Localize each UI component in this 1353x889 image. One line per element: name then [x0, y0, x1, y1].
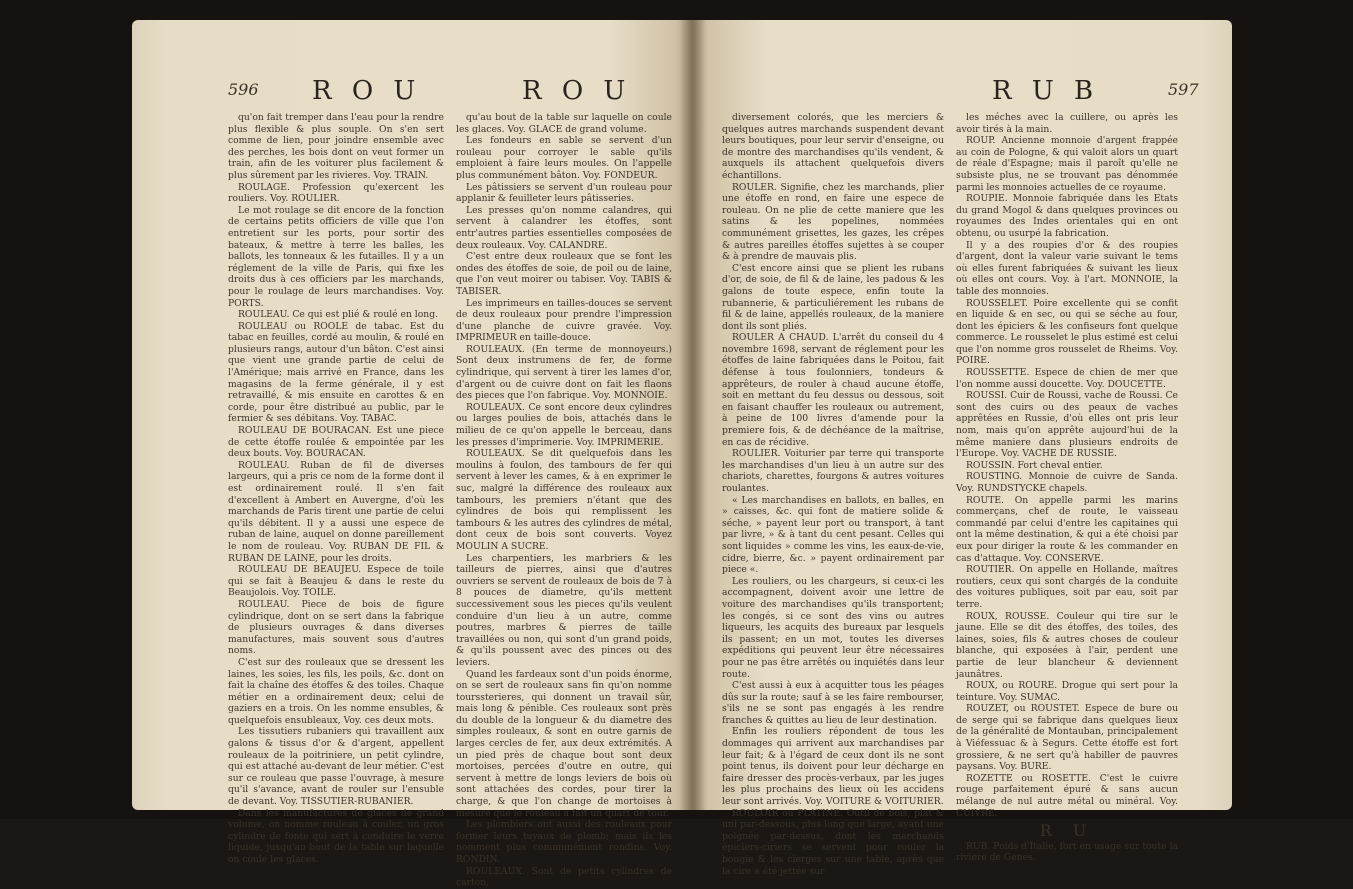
dictionary-entry: Les tissutiers rubaniers qui travaillent aux galons & tissus d'or & d'argent, appellent rouleaux de la poitriniere, un petit cylindre, qui est attaché au-devant de leur métier. C'est sur ce rouleau que passe l'ouvrage, à mesure qu'il s'avance, avant de rouler sur l'ensuble de devant. Voy. TISSUTIER-RUBANIER.	[228, 726, 444, 808]
dictionary-entry: ROULOIR ou PLATINE. Outil de bois, plat & uni par-dessous, plus long que large, ayant une poignée par-dessus, dont les marchands épiciers-ciriers se servent pour rouler la bougie & les cierges sur une table, après que la cire a été jettée sur	[722, 807, 944, 877]
dictionary-entry: qu'on fait tremper dans l'eau pour la rendre plus flexible & plus souple. On s'en sert comme de lien, pour joindre ensemble avec des perches, les bois dont on veut former un train, afin de les voiturer plus facilement & plus sûrement par les rivieres. Voy. TRAIN.	[228, 112, 444, 181]
dictionary-entry: ROUTIER. On appelle en Hollande, maîtres routiers, ceux qui sont chargés de la conduite des voitures publiques, soit par eau, soit par terre.	[956, 564, 1178, 610]
dictionary-entry: ROUPIE. Monnoie fabriquée dans les Etats du grand Mogol & dans quelques provinces ou royaumes des Indes orientales qui en ont obtenu, ou usurpé la fabrication.	[956, 193, 1178, 239]
dictionary-entry: ROUX, ou ROURE. Drogue qui sert pour la teinture. Voy. SUMAC.	[956, 680, 1178, 703]
dictionary-entry: ROULIER. Voiturier par terre qui transporte les marchandises d'un lieu à un autre sur des chariots, charettes, fourgons & autres voitures roulantes.	[722, 448, 944, 494]
dictionary-entry: ROUSSIN. Fort cheval entier.	[966, 459, 1103, 471]
right-column-1	[722, 112, 944, 877]
left-running-head-1: R O U	[312, 76, 422, 106]
dictionary-entry: Les charpentiers, les marbriers & les tailleurs de pierres, ainsi que d'autres ouvriers se servent de rouleaux de bois de 7 à 8 pouces de diametre, qu'ils mettent successivement sous les pieces qu'ils veulent conduire d'un lieu à un autre, comme poutres, marbres & pierres de taille travaillées ou non, qui sont d'un grand poids, & qu'ils poussent avec des pinces ou des leviers.	[456, 552, 672, 668]
dictionary-entry: ROULEAU DE BOURACAN. Est une piece de cette étoffe roulée & empointée par les deux bouts. Voy. BOURACAN.	[228, 425, 444, 460]
left-column-1	[228, 112, 444, 865]
dictionary-entry: ROULEAUX. Ce sont encore deux cylindres ou larges poulies de bois, attachés dans le milieu de ce qu'on appelle le berceau, dans les presses d'imprimerie. Voy. IMPRIMERIE.	[456, 401, 672, 448]
dictionary-entry: ROUTE. On appelle parmi les marins commerçans, chef de route, le vaisseau commandé par celui d'entre les capitaines qui ont la même destination, & qui a été choisi par eux pour diriger la route & les commander en cas d'attaque. Voy. CONSERVE.	[956, 494, 1178, 564]
dictionary-entry: diversement colorés, que les merciers & quelques autres marchands suspendent devant leurs boutiques, pour leur servir d'enseigne, ou de montre des marchandises qu'ils vendent, & auxquels ils attachent quelquefois divers échantillons.	[722, 112, 944, 181]
dictionary-entry: ROUZET, ou ROUSTET. Espece de bure ou de serge qui se fabrique dans quelques lieux de la généralité de Montauban, principalement à Viéfessuac & à Segurs. Cette étoffe est fort grossiere, & ne sert qu'à habiller de pauvres paysans. Voy. BURE.	[956, 703, 1178, 773]
dictionary-entry: Quand les fardeaux sont d'un poids énorme, on se sert de rouleaux sans fin qu'on nomme tourssterieres, qui donnent un travail sûr, mais long & pénible. Ces rouleaux sont près du double de la longueur & du diametre des simples rouleaux, & sont en outre garnis de larges cercles de fer, aux deux extrémités. A un pied près de chaque bout sont deux mortoises, percées d'outre en outre, qui servent à mettre de longs leviers de bois où sont attachées des cordes, pour tirer la charge, & que l'on change de mortoises à mesure que le rouleau a fait un quart de tour.	[456, 668, 672, 819]
dictionary-entry: ROULEAUX. (En terme de monnoyeurs.) Sont deux instrumens de fer, de forme cylindrique, qui servent à tirer les lames d'or, d'argent ou de cuivre dont on fait les flaons des pieces que l'on fabrique. Voy. MONNOIE.	[456, 343, 672, 402]
dictionary-entry: ROULEAU. Ruban de fil de diverses largeurs, qui a pris ce nom de la forme dont il est ordinairement roulé. Il s'en fait d'excellent à Ambert en Auvergne, d'où les marchands de Paris tirent une partie de celui qu'ils débitent. Il y a aussi une espece de ruban de laine, auquel on donne pareillement le nom de rouleau. Voy. RUBAN DE FIL & RUBAN DE LAINE, pour les droits.	[228, 459, 444, 564]
dictionary-entry: Les presses qu'on nomme calandres, qui servent à calandrer les étoffes, sont entr'autres parties essentielles composées de deux rouleaux. Voy. CALANDRE.	[456, 204, 672, 251]
dictionary-entry: Les plombiers ont aussi des rouleaux pour former leurs tuyaux de plomb; mais ils les nomment plus communément rondins. Voy. RONDIN.	[456, 819, 672, 865]
left-column-2	[456, 112, 672, 889]
dictionary-entry: ROULEAU. Ce qui est plié & roulé en long.	[238, 309, 438, 321]
dictionary-entry: ROULEAU ou ROOLE de tabac. Est du tabac en feuilles, cordé au moulin, & roulé en plusieurs rangs, autour d'un bâton. C'est ainsi que vient une grande partie de celui de l'Amérique; mais arrivé en France, dans les magasins de la ferme générale, il y est retravaillé, & mis ensuite en carottes & en corde, pour être distribué au public, par le fermier & ses débitans. Voy. TABAC.	[228, 320, 444, 425]
book-gutter	[680, 20, 706, 810]
dictionary-entry: C'est encore ainsi que se plient les rubans d'or, de soie, de fil & de laine, les padous & les galons de toute espece, enfin toute la rubannerie, & particuliérement les rubans de fil & de laine, appellés rouleaux, de la maniere dont ils sont pliés.	[722, 262, 944, 332]
right-page-number: 597	[1168, 80, 1199, 99]
dictionary-entry: ROUSSI. Cuir de Roussi, vache de Roussi. Ce sont des cuirs ou des peaux de vaches apprêtées en Russie, d'où elles ont pris leur nom, mais qu'on apprête aujourd'hui de la même maniere dans plusieurs endroits de l'Europe. Voy. VACHE DE RUSSIE.	[956, 390, 1178, 460]
dictionary-entry: Le mot roulage se dit encore de la fonction de certains petits officiers de ville que l'on entretient sur les ports, pour sortir des bateaux, & mettre à terre les balles, les ballots, les tonneaux & les futailles. Il y a un réglement de la ville de Paris, qui fixe les droits dus à ces officiers par les marchands, pour le roulage de leurs marchandises. Voy. PORTS.	[228, 204, 444, 309]
right-page	[692, 20, 1232, 877]
dictionary-entry: C'est aussi à eux à acquitter tous les péages dûs sur la route; sauf à se les faire rembourser, s'ils ne se sont pas engagés à les rendre franches & quittes au lieu de leur destination.	[722, 680, 944, 726]
dictionary-entry: « Les marchandises en ballots, en balles, en » caisses, &c. qui font de matiere solide & séche, » payent leur port ou transport, à tant par livre, » & à tant du cent pesant. Celles qui sont liquides » comme les vins, les eaux-de-vie, cidre, bierre, &c. » payent ordinairement par piece «.	[722, 494, 944, 576]
dictionary-entry: ROULEAU DE BEAUJEU. Espece de toile qui se fait à Beaujeu & dans le reste du Beaujolois. Voy. TOILE.	[228, 564, 444, 599]
dictionary-entry: Les fondeurs en sable se servent d'un rouleau pour corroyer le sable qu'ils emploient à faire leurs moules. On l'appelle plus communément bâton. Voy. FONDEUR.	[456, 135, 672, 181]
section-heading: R U	[1039, 821, 1095, 841]
dictionary-entry: ROUSSETTE. Espece de chien de mer que l'on nomme aussi doucette. Voy. DOUCETTE.	[956, 367, 1178, 390]
dictionary-entry: Les imprimeurs en tailles-douces se servent de deux rouleaux pour prendre l'impression d'une planche de cuivre gravée. Voy. IMPRIMEUR en taille-douce.	[456, 297, 672, 344]
dictionary-entry: ROUSSELET. Poire excellente qui se confit en liquide & en sec, ou qui se séche au four, dont les épiciers & les confiseurs font quelque commerce. Le rousselet le plus estimé est celui que l'on nomme gros rousselet de Rheims. Voy. POIRE.	[956, 297, 1178, 367]
dictionary-entry: les méches avec la cuillere, ou après les avoir tirés à la main.	[956, 112, 1178, 135]
dictionary-entry: C'est sur des rouleaux que se dressent les laines, les soies, les fils, les poils, &c. dont on fait la chaîne des étoffes & des toiles. Chaque métier en a ordinairement deux; celui de gaziers en a trois. On les nomme ensubles, & quelquefois ensubleaux, Voy. ces deux mots.	[228, 656, 444, 726]
left-page	[132, 20, 692, 889]
dictionary-entry: ROULAGE. Profession qu'exercent les rouliers. Voy. ROULIER.	[228, 181, 444, 205]
dictionary-entry: ROUX, ROUSSE. Couleur qui tire sur le jaune. Elle se dit des étoffes, des toiles, des laines, soies, fils & autres choses de couleur blanche, qui exposées à l'air, perdent une partie de leur blancheur & deviennent jaunâtres.	[956, 610, 1178, 680]
right-page-header	[692, 76, 1232, 116]
dictionary-entry: ROUSTING. Monnoie de cuivre de Sanda. Voy. RUNDSTYCKE chapels.	[956, 471, 1178, 494]
dictionary-entry: RUB. Poids d'Italie, fort en usage sur toute la riviere de Genes.	[956, 840, 1178, 864]
dictionary-entry: Les pâtissiers se servent d'un rouleau pour applanir & feuilleter leurs pâtisseries.	[456, 181, 672, 205]
dictionary-entry: ROULER. Signifie, chez les marchands, plier une étoffe en rond, en faire une espece de rouleau. On ne plie de cette maniere que les satins & les popelines, nommées communément grisettes, les gazes, les crêpes & autres pareilles étoffes sujettes à se couper & à prendre de mauvais plis.	[722, 181, 944, 263]
left-running-head-2: R O U	[522, 76, 632, 106]
dictionary-entry: ROUP. Ancienne monnoie d'argent frappée au coin de Pologne, & qui valoit alors un quart de réale d'Espagne; mais il paroît qu'elle ne subsiste plus, ne se trouvant pas dénommée parmi les monnoies actuelles de ce royaume.	[956, 135, 1178, 193]
left-page-number: 596	[228, 80, 259, 99]
right-running-head: R U B	[992, 76, 1100, 106]
dictionary-entry: ROZETTE ou ROSETTE. C'est le cuivre rouge parfaitement épuré & sans aucun mélange de nul autre métal ou minéral. Voy. CUIVRE.	[956, 772, 1178, 819]
dictionary-entry: Les rouliers, ou les chargeurs, si ceux-ci les accompagnent, doivent avoir une lettre de voiture des marchandises qu'ils transportent; les congés, si ce sont des vins ou autres liqueurs, les acquits des bureaux par lesquels ils passent; en un mot, toutes les diverses expéditions qui peuvent leur être nécessaires pour ne pas être arrêtés ou inquiétés dans leur route.	[722, 575, 944, 680]
dictionary-entry: ROULEAUX. Se dit quelquefois dans les moulins à foulon, des tambours de fer qui servent à lever les cames, & à en exprimer le suc, malgré la différence des rouleaux aux tambours, les premiers n'étant que des cylindres de bois qui remplissent les tambours & les autres des cylindres de métal, dont ceux de bois sont couverts. Voyez MOULIN A SUCRE.	[456, 448, 672, 552]
dictionary-entry: ROULER A CHAUD. L'arrêt du conseil du 4 novembre 1698, servant de réglement pour les étoffes de laine fabriquées dans le Poitou, fait défense à tous foulonniers, tondeurs & apprêteurs, de rouler à chaud aucune étoffe, soit en mettant du feu dessus ou dessous, soit en faisant chauffer les rouleaux ou autrement, à peine de 100 livres d'amende pour la premiere fois, & de déchéance de la maîtrise, en cas de récidive.	[722, 332, 944, 448]
dictionary-entry: Dans les manufactures de glaces de grand volume, on nomme rouleau à couler, un gros cylindre de fonte qui sert à conduire le verre liquide, jusqu'au bout de la table sur laquelle on coule les glaces.	[228, 807, 444, 865]
dictionary-entry: ROULEAUX. Sont de petits cylindres de carton,	[456, 865, 672, 889]
dictionary-entry: Enfin les rouliers répondent de tous les dommages qui arrivent aux marchandises par leur fait; & à l'égard de ceux dont ils ne sont point tenus, ils doivent pour leur décharge en faire dresser des procès-verbaux, par les juges les plus prochains des lieux où les accidens leur sont arrivés. Voy. VOITURE & VOITURIER.	[722, 726, 944, 808]
right-column-2	[956, 112, 1178, 864]
dictionary-entry: qu'au bout de la table sur laquelle on coule les glaces. Voy. GLACE de grand volume.	[456, 112, 672, 135]
left-page-header	[132, 76, 692, 116]
dictionary-entry: ROULEAU. Piece de bois de figure cylindrique, dont on se sert dans la fabrique de plusieurs ouvrages & dans diverses manufactures, mais souvent sous d'autres noms.	[228, 598, 444, 657]
dictionary-entry: Il y a des roupies d'or & des roupies d'argent, dont la valeur varie suivant le tems où elles furent fabriquées & suivant les lieux où elles ont cours. Voy. à l'art. MONNOIE, la table des monnoies.	[956, 239, 1178, 297]
dictionary-entry: C'est entre deux rouleaux que se font les ondes des étoffes de soie, de poil ou de laine, que l'on veut moirer ou tabiser. Voy. TABIS & TABISER.	[456, 251, 672, 297]
